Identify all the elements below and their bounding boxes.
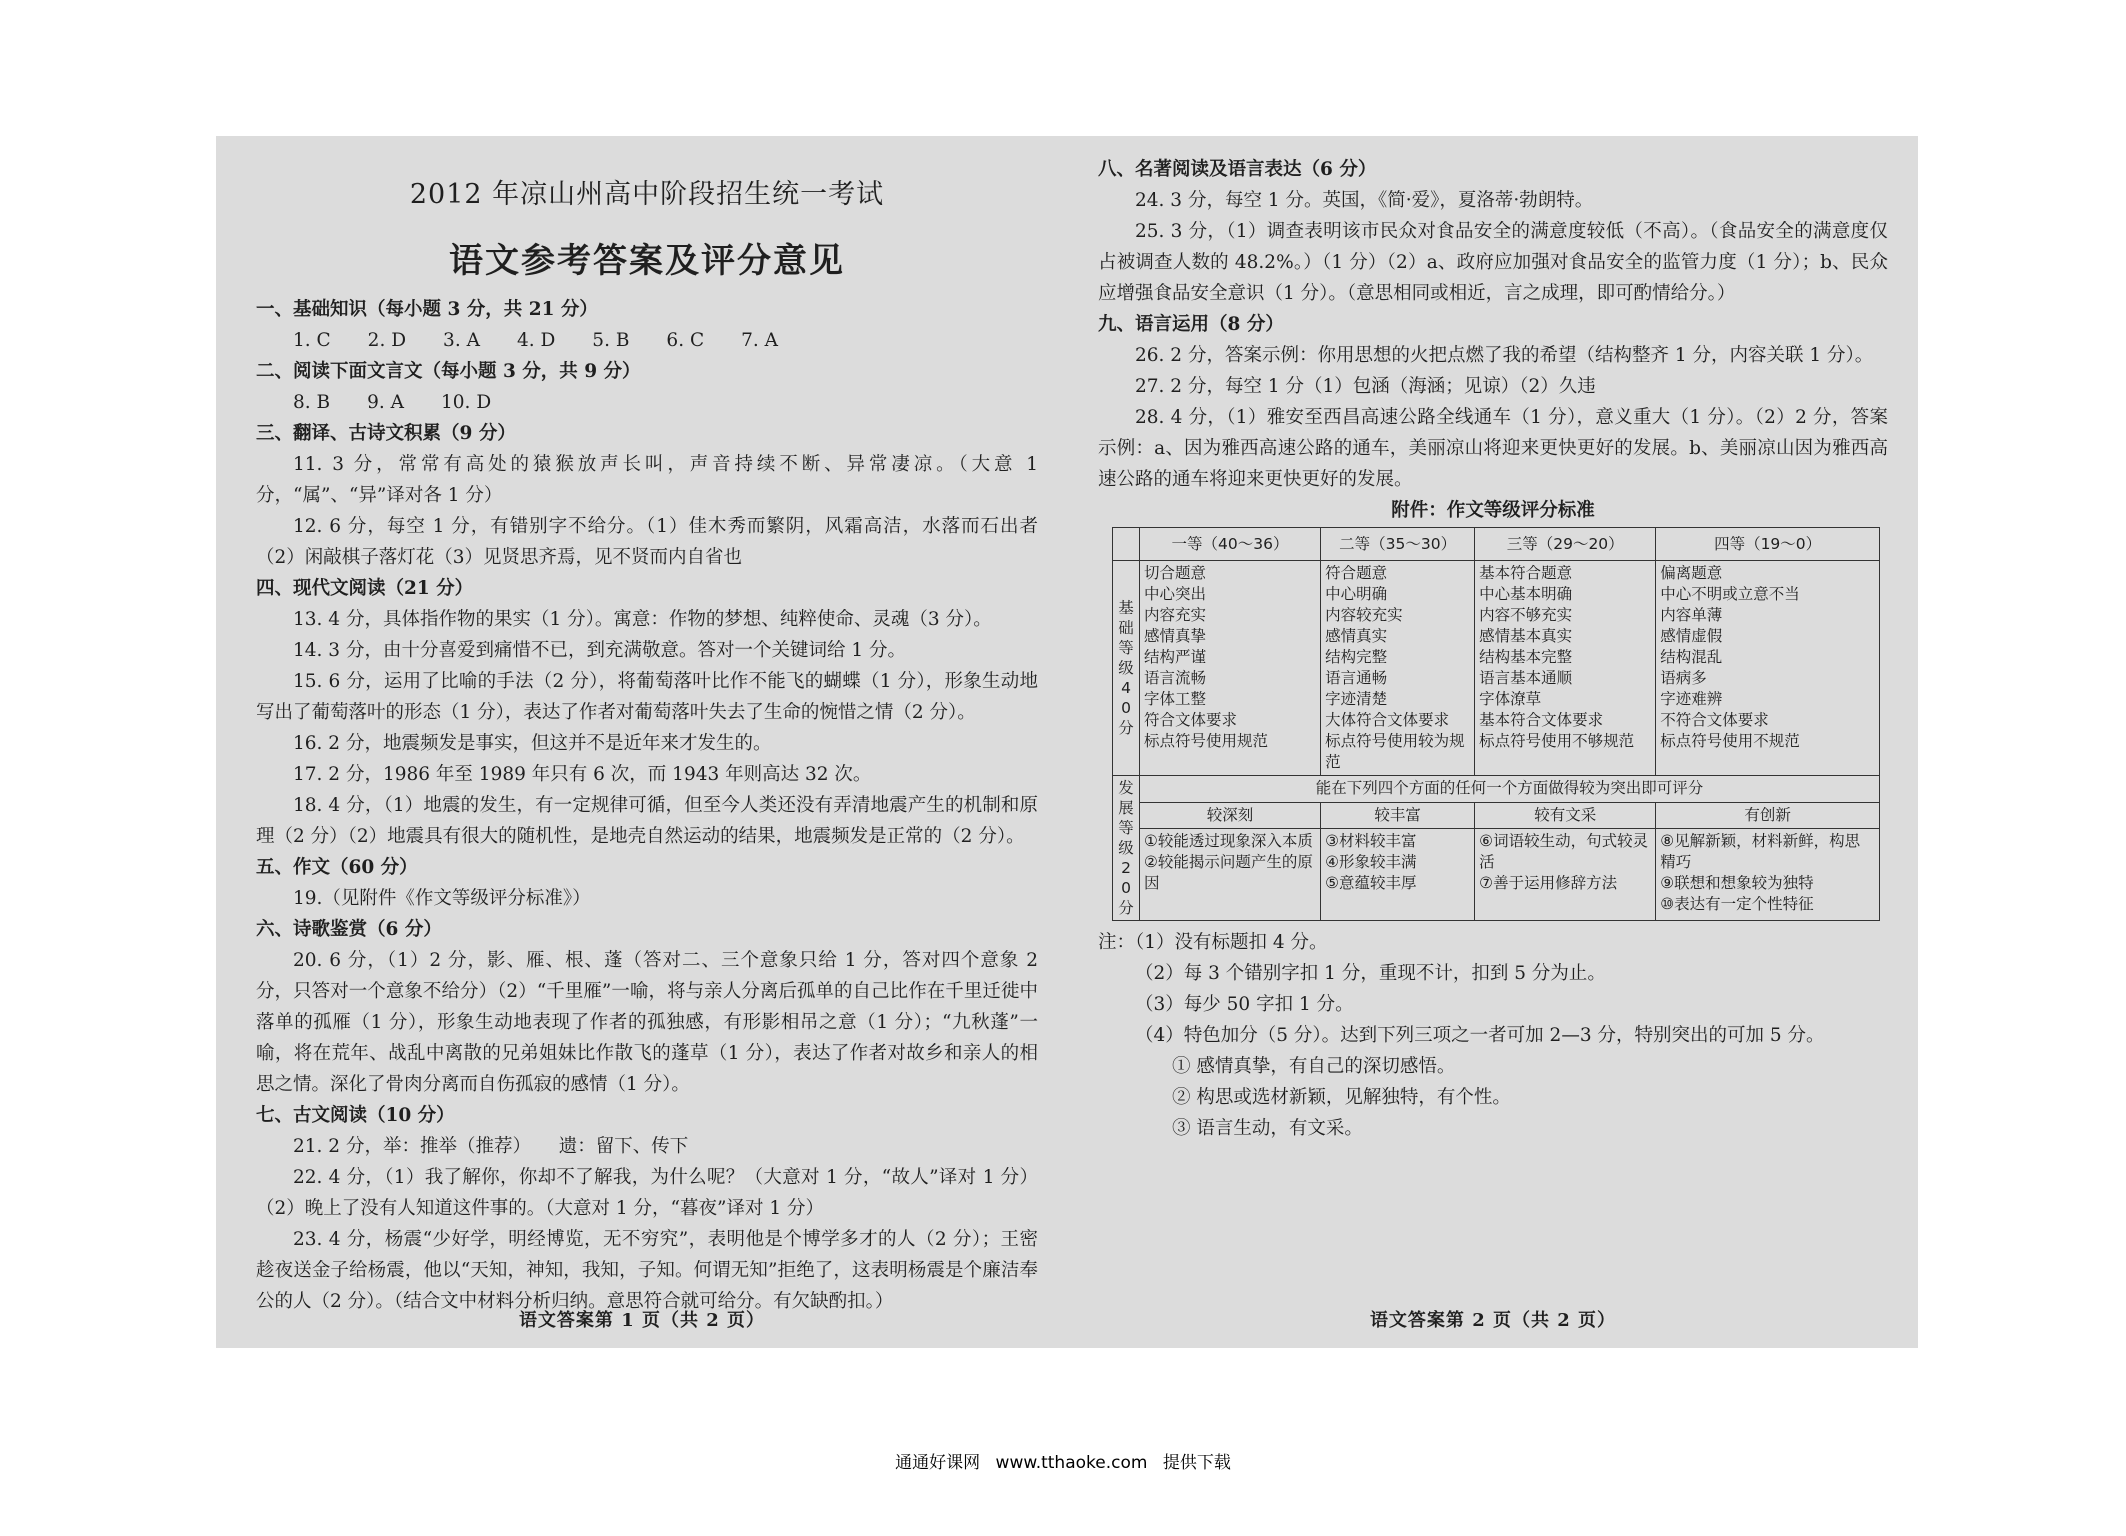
answer-item: 23. 4 分，杨震“少好学，明经博览，无不穷究”，表明他是个博学多才的人（2 分）；王密趁夜送金子给杨震，他以“天知，神知，我知，子知。何谓无知”拒绝了，这表明杨震是个廉洁奉公的人（2 分）。（结合文中材料分析归纳。意思符合就可给分。有欠缺酌扣。） [256,1229,1038,1312]
answer-item: 8. B 9. A 10. D [293,392,492,413]
site-url[interactable]: www.tthaoke.com [995,1453,1148,1473]
level-label-text: 基 础 等 级 4 0 分 [1118,599,1134,737]
answer-item: 24. 3 分，每空 1 分。英国，《简·爱》，夏洛蒂·勃朗特。 [1135,190,1594,211]
development-criteria-cell: ③材料较丰富 ④形象较丰满 ⑤意蕴较丰厚 [1321,829,1475,921]
basic-criteria-cell: 基本符合题意 中心基本明确 内容不够充实 感情基本真实 结构基本完整 语言基本通顺 字体潦草 基本符合文体要求 标点符号使用不够规范 [1475,561,1656,776]
answer-item: 21. 2 分，举：推举（推荐） 遗：留下、传下 [293,1136,689,1157]
table-corner-cell [1113,528,1140,561]
answer-item: 19.（见附件《作文等级评分标准》） [293,888,591,909]
answer-item: 27. 2 分，每空 1 分（1）包涵（海涵；见谅）（2）久违 [1135,376,1596,397]
answer-list-page-1 [256,294,1038,1317]
development-criteria-cell: ⑥词语较生动，句式较灵活 ⑦善于运用修辞方法 [1475,829,1656,921]
site-name: 通通好课网 [895,1453,981,1473]
answer-page-1 [216,136,1068,1348]
section-heading: 五、作文（60 分） [256,857,418,878]
answer-item: 1. C 2. D 3. A 4. D 5. B 6. C 7. A [293,330,779,351]
scoring-notes [1098,927,1888,1144]
site-footer [0,1448,2126,1473]
grade-header: 二等（35～30） [1321,528,1475,561]
section-heading: 二、阅读下面文言文（每小题 3 分，共 9 分） [256,361,641,382]
section-heading: 八、名著阅读及语言表达（6 分） [1098,159,1377,180]
basic-criteria-cell: 符合题意 中心明确 内容较充实 感情真实 结构完整 语言通畅 字迹清楚 大体符合文体要求 标点符号使用较为规范 [1321,561,1475,776]
section-heading: 一、基础知识（每小题 3 分，共 21 分） [256,299,598,320]
answer-page-2 [1068,136,1918,1348]
note-item: 注：（1）没有标题扣 4 分。 [1098,932,1328,953]
note-subitem: ② 构思或选材新颖，见解独特，有个性。 [1172,1087,1511,1108]
exam-title: 2012 年凉山州高中阶段招生统一考试 [409,179,885,210]
basic-criteria-cell: 偏离题意 中心不明或立意不当 内容单薄 感情虚假 结构混乱 语病多 字迹难辨 不符合文体要求 标点符号使用不规范 [1656,561,1880,776]
development-header: 能在下列四个方面的任何一个方面做得较为突出即可评分 [1140,776,1880,803]
development-criteria-cell: ①较能透过现象深入本质 ②较能揭示问题产生的原因 [1140,829,1321,921]
answer-key-title: 语文参考答案及评分意见 [449,241,845,281]
note-subitem: ③ 语言生动，有文采。 [1172,1118,1363,1139]
note-item: （3）每少 50 字扣 1 分。 [1135,994,1354,1015]
note-subitem: ① 感情真挚，有自己的深切感悟。 [1172,1056,1456,1077]
answer-list-page-2 [1098,154,1888,495]
grade-header: 三等（29～20） [1475,528,1656,561]
answer-item: 20. 6 分，（1）2 分，影、雁、根、蓬（答对二、三个意象只给 1 分，答对四个意象 2 分，只答对一个意象不给分）（2）“千里雁”一喻，将与亲人分离后孤单的自己比作在千里迁徙中落单的孤雁（1 分），形象生动地表现了作者的孤独感，有形影相吊之意（1 分）；“九秋蓬”一喻，将在荒年、战乱中离散的兄弟姐妹比作散飞的蓬草（1 分），表达了作者对故乡和亲人的相思之情。深化了骨肉分离而自伤孤寂的感情（1 分）。 [256,950,1038,1095]
answer-item: 17. 2 分，1986 年至 1989 年只有 6 次，而 1943 年则高达 32 次。 [293,764,872,785]
grade-header: 一等（40～36） [1140,528,1321,561]
page-number-1: 语文答案第 1 页（共 2 页） [518,1310,766,1331]
essay-grading-table [1112,527,1880,921]
answer-item: 26. 2 分，答案示例：你用思想的火把点燃了我的希望（结构整齐 1 分，内容关联 1 分）。 [1135,345,1874,366]
answer-item: 25. 3 分，（1）调查表明该市民众对食品安全的满意度较低（不高）。（食品安全的满意度仅占被调查人数的 48.2%。）（1 分）（2）a、政府应加强对食品安全的监管力度（1 分）；b、民众应增强食品安全意识（1 分）。（意思相同或相近，言之成理，即可酌情给分。） [1098,221,1888,304]
section-heading: 四、现代文阅读（21 分） [256,578,474,599]
development-level-label [1113,776,1140,921]
development-category: 有创新 [1656,802,1880,829]
answer-item: 28. 4 分，（1）雅安至西昌高速公路全线通车（1 分），意义重大（1 分）。（2）2 分，答案示例：a、因为雅西高速公路的通车，美丽凉山将迎来更快更好的发展。b、美丽凉山因为雅西高速公路的通车将迎来更快更好的发展。 [1098,407,1888,490]
answer-item: 15. 6 分，运用了比喻的手法（2 分），将葡萄落叶比作不能飞的蝴蝶（1 分），形象生动地写出了葡萄落叶的形态（1 分），表达了作者对葡萄落叶失去了生命的惋惜之情（2 分）。 [256,671,1038,723]
answer-item: 12. 6 分，每空 1 分，有错别字不给分。（1）佳木秀而繁阴，风霜高洁，水落而石出者（2）闲敲棋子落灯花（3）见贤思齐焉，见不贤而内自省也 [256,516,1038,568]
grade-header: 四等（19～0） [1656,528,1880,561]
development-category: 较丰富 [1321,802,1475,829]
section-heading: 七、古文阅读（10 分） [256,1105,455,1126]
section-heading: 六、诗歌鉴赏（6 分） [256,919,442,940]
appendix-title: 附件：作文等级评分标准 [1391,500,1595,521]
answer-item: 13. 4 分，具体指作物的果实（1 分）。寓意：作物的梦想、纯粹使命、灵魂（3 分）。 [293,609,992,630]
development-category: 较有文采 [1475,802,1656,829]
site-download-note: 提供下载 [1162,1453,1231,1473]
development-criteria-cell: ⑧见解新颖，材料新鲜，构思精巧 ⑨联想和想象较为独特 ⑩表达有一定个性特征 [1656,829,1880,921]
note-item: （2）每 3 个错别字扣 1 分，重现不计，扣到 5 分为止。 [1135,963,1606,984]
answer-item: 14. 3 分，由十分喜爱到痛惜不已，到充满敬意。答对一个关键词给 1 分。 [293,640,906,661]
section-heading: 三、翻译、古诗文积累（9 分） [256,423,516,444]
answer-item: 22. 4 分，（1）我了解你，你却不了解我，为什么呢？（大意对 1 分，“故人”译对 1 分）（2）晚上了没有人知道这件事的。（大意对 1 分，“暮夜”译对 1 分） [256,1167,1038,1219]
answer-item: 11. 3 分，常常有高处的猿猴放声长叫，声音持续不断、异常凄凉。（大意 1 分，“属”、“异”译对各 1 分） [256,454,1038,506]
basic-criteria-cell: 切合题意 中心突出 内容充实 感情真挚 结构严谨 语言流畅 字体工整 符合文体要求 标点符号使用规范 [1140,561,1321,776]
answer-item: 16. 2 分，地震频发是事实，但这并不是近年来才发生的。 [293,733,772,754]
answer-item: 18. 4 分，（1）地震的发生，有一定规律可循，但至今人类还没有弄清地震产生的机制和原理（2 分）（2）地震具有很大的随机性，是地壳自然运动的结果，地震频发是正常的（2 分）。 [256,795,1038,847]
section-heading: 九、语言运用（8 分） [1098,314,1284,335]
page-number-2: 语文答案第 2 页（共 2 页） [1369,1310,1617,1331]
development-category: 较深刻 [1140,802,1321,829]
note-item: （4）特色加分（5 分）。达到下列三项之一者可加 2—3 分，特别突出的可加 5 分。 [1135,1025,1825,1046]
level-label-text: 发 展 等 级 2 0 分 [1118,779,1134,917]
basic-level-label [1113,561,1140,776]
